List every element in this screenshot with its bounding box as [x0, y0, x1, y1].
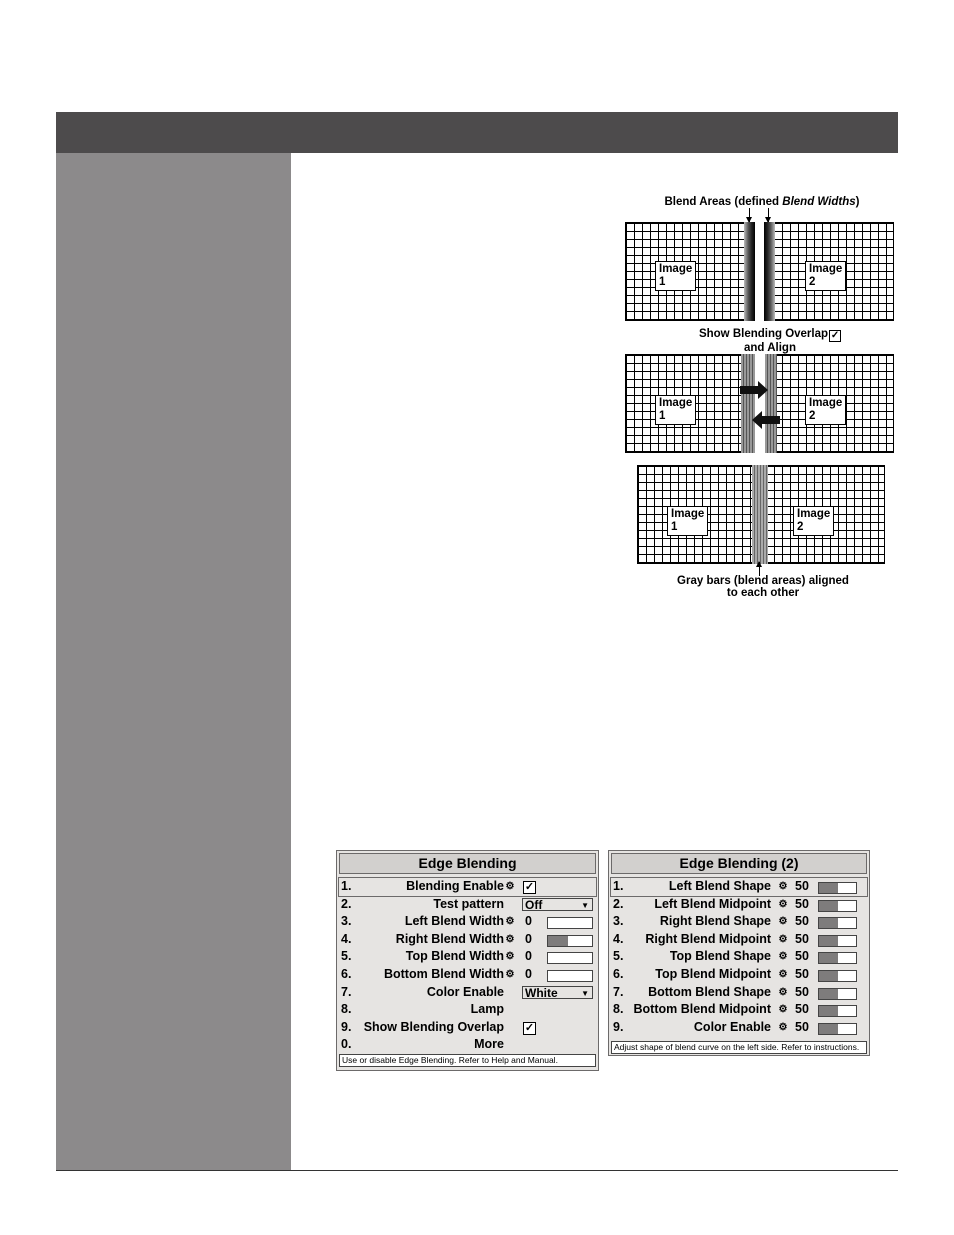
globe-icon: ⚙ [505, 881, 515, 892]
slider-value: 0 [525, 914, 532, 929]
menu-row-bottom-blend-width[interactable] [339, 966, 596, 984]
slider[interactable] [818, 952, 857, 964]
slider[interactable] [547, 935, 593, 947]
slider-value: 50 [795, 966, 809, 981]
globe-icon: ⚙ [778, 916, 788, 928]
slider[interactable] [818, 988, 857, 1000]
globe-icon: ⚙ [778, 968, 788, 980]
globe-icon: ⚙ [505, 933, 515, 945]
globe-icon: ⚙ [505, 951, 515, 963]
caption-italic: Blend Widths [782, 196, 856, 208]
row-label: Right Blend Width [395, 931, 504, 946]
row-number: 3. [613, 914, 624, 929]
menu-row-right-blend-shape[interactable] [611, 913, 867, 931]
row-number: 9. [613, 1019, 624, 1034]
row-label: Left Blend Width [404, 914, 504, 929]
row-label: Lamp [470, 1002, 504, 1017]
image2-label: Image 2 [805, 261, 846, 291]
slider-fill [819, 1006, 838, 1016]
slider-value: 50 [795, 896, 809, 911]
help-text: Use or disable Edge Blending. Refer to Help and Manual. [339, 1054, 596, 1067]
row-number: 7. [341, 984, 352, 999]
image2-label: Image 2 [793, 506, 834, 536]
menu-row-top-blend-width[interactable] [339, 948, 596, 966]
caption-line1: Gray bars (blend areas) aligned [677, 575, 849, 587]
row-number: 3. [341, 914, 352, 929]
row-label: Left Blend Shape [668, 879, 771, 893]
slider-value: 0 [525, 949, 532, 964]
globe-icon: ⚙ [505, 916, 515, 928]
row-label: Top Blend Midpoint [655, 966, 771, 981]
menu-row-color-enable[interactable] [339, 984, 596, 1002]
menu-row-left-blend-shape[interactable] [611, 878, 867, 896]
row-label: Bottom Blend Midpoint [633, 1002, 771, 1017]
menu-title: Edge Blending (2) [611, 853, 867, 874]
image1-label: Image 1 [655, 395, 696, 425]
image2-label: Image 2 [805, 395, 846, 425]
arrow-down-icon [768, 208, 769, 222]
slider-fill [819, 1024, 838, 1034]
blend-area-left [744, 222, 755, 321]
caption-line1: Show Blending Overlap [698, 328, 829, 340]
row-number: 2. [341, 896, 352, 911]
slider-value: 50 [795, 1019, 809, 1034]
slider-fill [819, 989, 838, 999]
slider[interactable] [547, 970, 593, 982]
globe-icon: ⚙ [778, 898, 788, 910]
row-number: 7. [613, 984, 624, 999]
slider[interactable] [818, 1005, 857, 1017]
sidebar-panel [56, 153, 291, 1170]
menu-rows [611, 878, 867, 1036]
row-label: Bottom Blend Width [383, 966, 504, 981]
slider[interactable] [818, 970, 857, 982]
menu-row-bottom-blend-shape[interactable] [611, 984, 867, 1002]
globe-icon: ⚙ [778, 986, 788, 998]
menu-row-right-blend-width[interactable] [339, 931, 596, 949]
slider-fill [819, 918, 838, 928]
row-label: Bottom Blend Shape [648, 984, 771, 999]
row-label: Right Blend Midpoint [645, 931, 771, 946]
align-arrows-icon [738, 380, 782, 430]
dropdown-select[interactable] [522, 986, 593, 999]
menu-row-left-blend-midpoint[interactable] [611, 896, 867, 914]
checkbox[interactable]: ✓ [524, 881, 535, 893]
slider[interactable] [547, 917, 593, 929]
row-number: 8. [613, 1002, 624, 1017]
edge-blending-2-menu [608, 850, 870, 1056]
slider-fill [819, 901, 838, 911]
row-number: 6. [341, 966, 352, 981]
row-number: 5. [613, 949, 624, 964]
slider-fill [819, 936, 838, 946]
row-label: Color Enable [426, 984, 504, 999]
caption-prefix: Blend Areas (defined [664, 196, 783, 208]
dropdown-value: Off [525, 897, 543, 912]
menu-row-top-blend-shape[interactable] [611, 948, 867, 966]
menu-row-right-blend-midpoint[interactable] [611, 931, 867, 949]
dropdown-caret-icon: ▼ [581, 900, 589, 910]
slider-value: 0 [525, 966, 532, 981]
slider-value: 50 [795, 949, 809, 964]
edge-blending-menu [336, 850, 599, 1071]
dropdown-value: White [525, 985, 558, 1000]
row-number: 6. [613, 966, 624, 981]
menu-row-lamp[interactable] [339, 1001, 596, 1019]
menu-title: Edge Blending [339, 853, 596, 874]
image1-label: Image 1 [667, 506, 708, 536]
row-number: 0. [341, 1037, 352, 1052]
image1-label: Image 1 [655, 261, 696, 291]
arrow-down-icon [749, 208, 750, 222]
row-number: 8. [341, 1002, 352, 1017]
menu-row-left-blend-width[interactable] [339, 913, 596, 931]
menu-row-bottom-blend-midpoint[interactable] [611, 1001, 867, 1019]
globe-icon: ⚙ [778, 1004, 788, 1016]
globe-icon: ⚙ [778, 933, 788, 945]
row-number: 2. [613, 896, 624, 911]
slider-value: 50 [795, 879, 809, 893]
slider[interactable] [818, 900, 857, 912]
slider[interactable] [818, 935, 857, 947]
globe-icon: ⚙ [778, 881, 788, 892]
row-number: 9. [341, 1019, 352, 1034]
slider-fill [548, 936, 568, 946]
row-number: 1. [341, 879, 352, 893]
menu-rows [339, 878, 596, 1054]
menu-row-top-blend-midpoint[interactable] [611, 966, 867, 984]
menu-row-blending-enable[interactable] [339, 878, 596, 896]
diagram-middle-caption [640, 328, 900, 354]
row-label: Blending Enable [406, 879, 504, 893]
row-label: Color Enable [693, 1019, 771, 1034]
row-number: 4. [613, 931, 624, 946]
dropdown-select[interactable] [522, 898, 593, 911]
slider[interactable] [818, 1023, 857, 1035]
slider-fill [819, 971, 838, 981]
diagram-bottom-caption [630, 575, 896, 599]
row-number: 4. [341, 931, 352, 946]
row-label: Left Blend Midpoint [654, 896, 771, 911]
checkbox-icon: ✓ [830, 330, 840, 341]
caption-line2: to each other [726, 587, 800, 599]
diagram-top-caption [620, 196, 904, 208]
slider-value: 0 [525, 931, 532, 946]
caption-suffix: ) [855, 196, 860, 208]
slider-value: 50 [795, 984, 809, 999]
slider-fill [819, 883, 838, 893]
checkbox[interactable]: ✓ [524, 1021, 535, 1034]
help-text: Adjust shape of blend curve on the left side. Refer to instructions. [611, 1041, 867, 1054]
menu-row-test-pattern[interactable] [339, 896, 596, 914]
row-label: Right Blend Shape [659, 914, 771, 929]
page-header-bar [56, 112, 898, 153]
globe-icon: ⚙ [778, 951, 788, 963]
globe-icon: ⚙ [778, 1021, 788, 1033]
slider[interactable] [547, 952, 593, 964]
slider[interactable] [818, 882, 857, 894]
menu-row-show-blending-overlap[interactable] [339, 1019, 596, 1037]
row-number: 5. [341, 949, 352, 964]
row-label: Top Blend Width [405, 949, 504, 964]
row-label: Top Blend Shape [669, 949, 771, 964]
blend-area-right [764, 222, 775, 321]
slider-value: 50 [795, 1002, 809, 1017]
slider-value: 50 [795, 931, 809, 946]
row-number: 1. [613, 879, 624, 893]
row-label: Show Blending Overlap [363, 1019, 504, 1034]
slider-fill [819, 953, 838, 963]
slider-value: 50 [795, 914, 809, 929]
slider[interactable] [818, 917, 857, 929]
globe-icon: ⚙ [505, 968, 515, 980]
arrow-up-icon [759, 562, 760, 576]
aligned-blend-area [752, 465, 768, 564]
row-label: More [474, 1037, 504, 1052]
caption-line2: and Align [744, 342, 796, 354]
menu-row-more[interactable] [339, 1036, 596, 1054]
menu-row-color-enable[interactable] [611, 1019, 867, 1037]
footer-rule [56, 1170, 898, 1171]
row-label: Test pattern [433, 896, 504, 911]
dropdown-caret-icon: ▼ [581, 988, 589, 998]
